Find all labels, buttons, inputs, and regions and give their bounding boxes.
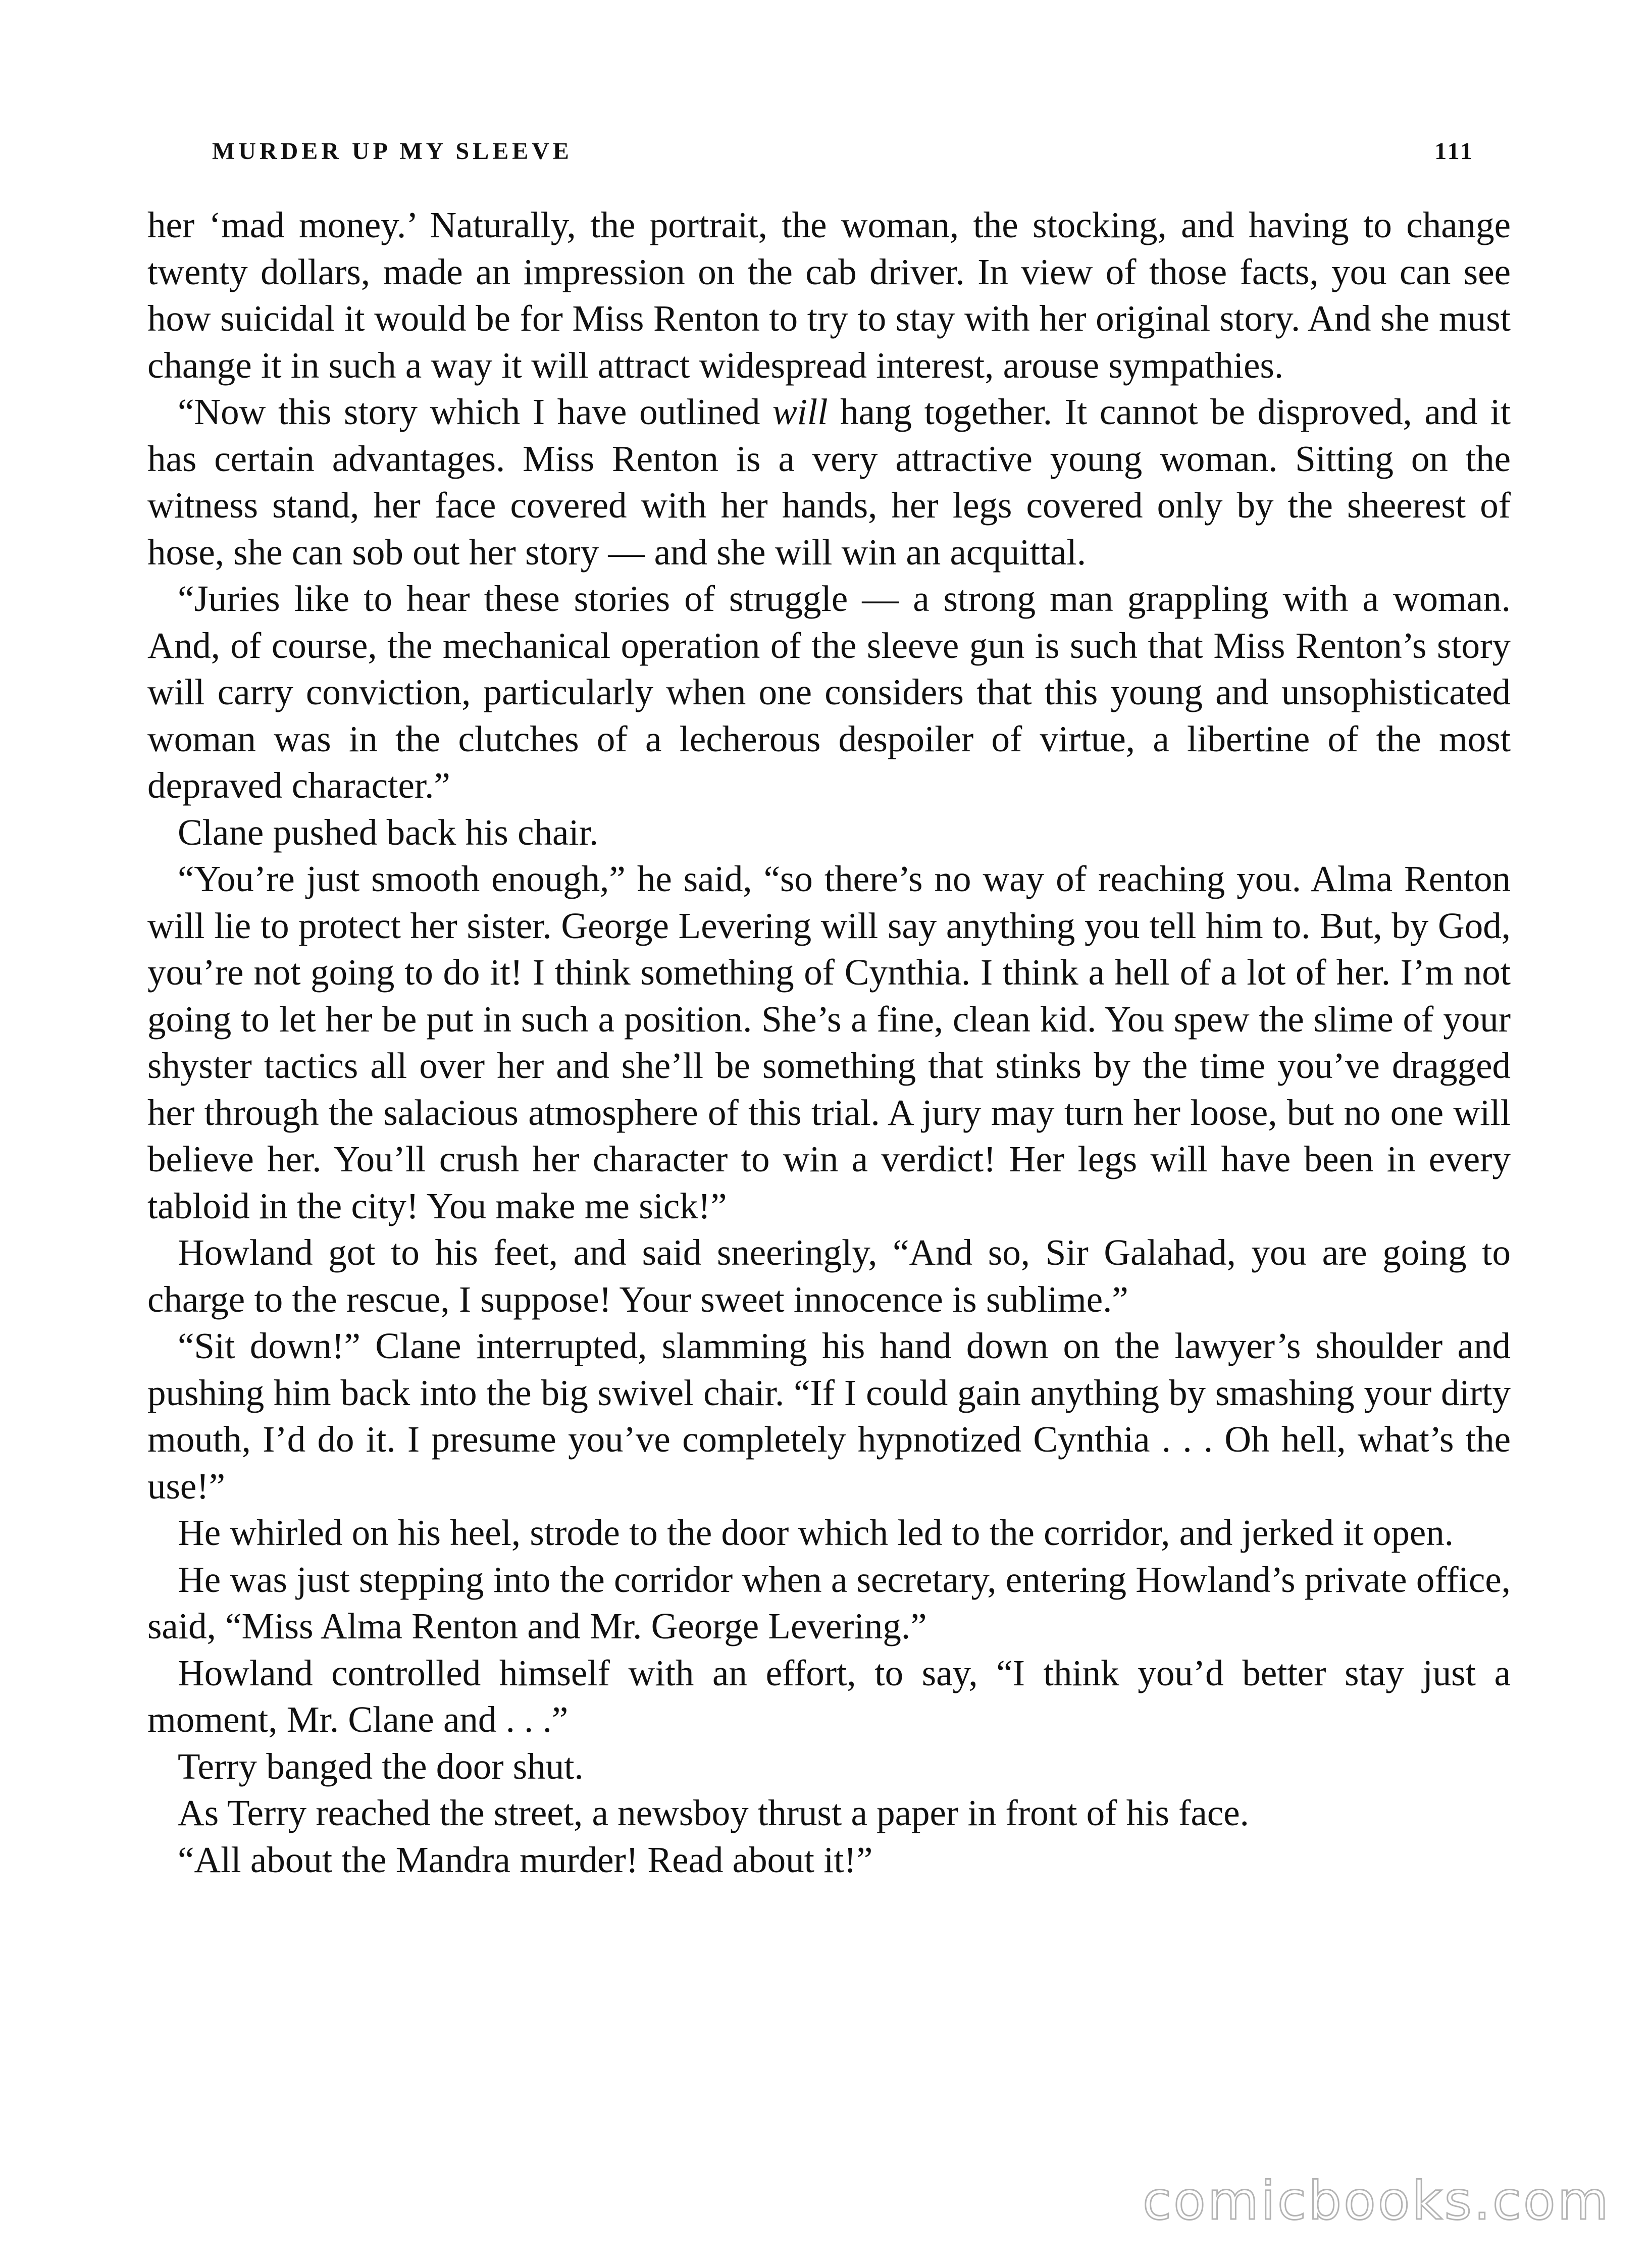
paragraph: “Now this story which I have outlined will hang together. It cannot be disproved, and it has certain advantages. Miss Renton is a very attractive young woman. Sitting on the witness stand, her face covered with her hands, her legs covered only by the sheerest of hose, she can sob out her story — and she will win an acquittal.	[147, 391, 1511, 573]
paragraph: Howland got to his feet, and said sneeringly, “And so, Sir Galahad, you are going to charge to the rescue, I suppose! Your sweet innocence is sublime.”	[147, 1232, 1511, 1320]
paragraph: Howland controlled himself with an effort, to say, “I think you’d better stay just a moment, Mr. Clane and . . .”	[147, 1652, 1511, 1740]
paragraph: “Sit down!” Clane interrupted, slamming his hand down on the lawyer’s shoulder and pushing him back into the big swivel chair. “If I could gain anything by smashing your dirty mouth, I’d do it. I presume you’ve completely hypnotized Cynthia . . . Oh hell, what’s the use!”	[147, 1325, 1511, 1507]
paragraph: “You’re just smooth enough,” he said, “so there’s no way of reaching you. Alma Renton will lie to protect her sister. George Levering will say anything you tell him to. But, by God, you’re not going to do it! I think something of Cynthia. I think a hell of a lot of her. I’m not going to let her be put in such a position. She’s a fine, clean kid. You spew the slime of your shyster tactics all over her and she’ll be something that stinks by the time you’ve dragged her through the salacious atmosphere of this trial. A jury may turn her loose, but no one will believe her. You’ll crush her character to win a verdict! Her legs will have been in every tabloid in the city! You make me sick!”	[147, 858, 1511, 1226]
paragraph: He whirled on his heel, strode to the door which led to the corridor, and jerked it open.	[178, 1512, 1454, 1553]
paragraph: As Terry reached the street, a newsboy thrust a paper in front of his face.	[178, 1792, 1249, 1833]
watermark-logo: comicbooks.com	[1142, 2170, 1611, 2232]
paragraph: “All about the Mandra murder! Read about it!”	[178, 1839, 873, 1880]
body-text	[147, 202, 1511, 1883]
paragraph: Clane pushed back his chair.	[178, 811, 599, 853]
paragraph: Terry banged the door shut.	[178, 1745, 584, 1787]
running-head	[212, 137, 1474, 173]
book-title: MURDER UP MY SLEEVE	[212, 138, 573, 165]
paragraph: her ‘mad money.’ Naturally, the portrait, the woman, the stocking, and having to change twenty dollars, made an impression on the cab driver. In view of those facts, you can see how suicidal it would be for Miss Renton to try to stay with her original story. And she must change it in such a way it will attract widespread interest, arouse sympathies.	[147, 204, 1511, 386]
paragraph: He was just stepping into the corridor when a secretary, entering Howland’s private office, said, “Miss Alma Renton and Mr. George Levering.”	[147, 1559, 1511, 1646]
page-number: 111	[1434, 138, 1474, 165]
paragraph: “Juries like to hear these stories of struggle — a strong man grappling with a woman. And, of course, the mechanical operation of the sleeve gun is such that Miss Renton’s story will carry conviction, particularly when one considers that this young and unsophisticated woman was in the clutches of a lecherous despoiler of virtue, a libertine of the most depraved character.”	[147, 578, 1511, 806]
